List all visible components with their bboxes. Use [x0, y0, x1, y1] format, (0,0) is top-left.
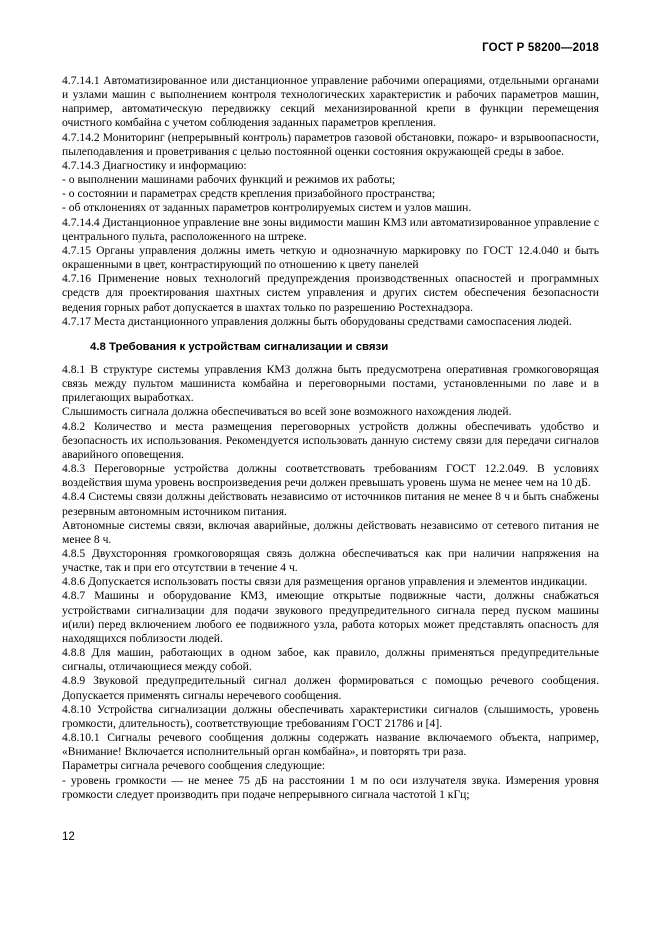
paragraph: 4.8.7 Машины и оборудование КМЗ, имеющие открытые подвижные части, должны снабжаться устройствами сигнализации для подачи звукового предупредительного сигнала перед пуском машины и(или) перед включением любого ее подвижного узла, работа которых может представлять опасность для находящихся поблизости людей. [62, 589, 599, 645]
document-body [62, 74, 599, 802]
page-number: 12 [62, 831, 75, 843]
paragraph: 4.7.15 Органы управления должны иметь четкую и однозначную маркировку по ГОСТ 12.4.040 и быть окрашенными в цвет, контрастирующий по отношению к цвету панелей [62, 243, 599, 272]
paragraph: 4.8.1 В структуре системы управления КМЗ должна быть предусмотрена оперативная громкоговорящая связь между пультом машиниста комбайна и переговорными постами, установленными по лаве и в прилегающих выработках. [62, 362, 599, 405]
page-header: ГОСТ Р 58200—2018 [482, 42, 599, 54]
paragraph: Автономные системы связи, включая аварийные, должны действовать независимо от сетевого питания не менее 8 ч. [62, 518, 599, 546]
paragraph: Параметры сигнала речевого сообщения следующие: [62, 759, 326, 773]
paragraph: 4.7.14.3 Диагностику и информацию: [62, 158, 247, 172]
paragraph: 4.7.17 Места дистанционного управления должны быть оборудованы средствами самоспасения людей. [62, 314, 572, 328]
paragraph: 4.8.9 Звуковой предупредительный сигнал должен формироваться с помощью речевого сообщения. Допускается применять сигналы неречевого сообщения. [62, 674, 599, 702]
paragraph: 4.7.14.2 Мониторинг (непрерывный контроль) параметров газовой обстановки, пожаро- и взрывоопасности, пылеподавления и проветривания с целью постоянной оценки состояния окружающей среды в забое. [62, 130, 599, 158]
paragraph: 4.8.4 Системы связи должны действовать независимо от источников питания не менее 8 ч и быть снабжены резервным автономным источником питания. [62, 490, 599, 518]
paragraph: 4.8.6 Допускается использовать посты связи для размещения органов управления и элементов индикации. [62, 575, 588, 589]
paragraph: 4.7.14.4 Дистанционное управление вне зоны видимости машин КМЗ или автоматизированное управление с центрального пульта, расположенного на штреке. [62, 215, 599, 243]
paragraph: 4.8.5 Двухсторонняя громкоговорящая связь должна обеспечиваться как при наличии напряжения на участке, так и при его отсутствии в течение 4 ч. [62, 547, 599, 575]
paragraph: 4.8.10.1 Сигналы речевого сообщения должны содержать название включаемого объекта, например, «Внимание! Включается исполнительный орган комбайна», и повторять три раза. [62, 731, 599, 759]
paragraph: - о состоянии и параметрах средств крепления призабойного пространства; [62, 187, 436, 201]
paragraph: 4.8.2 Количество и места размещения переговорных устройств должны обеспечивать удобство и безопасность их использования. Рекомендуется использовать данную систему связи для передачи сигналов аварийного оповещения. [62, 419, 599, 461]
paragraph: 4.8.8 Для машин, работающих в одном забое, как правило, должны применяться предупредительные сигналы, отличающиеся между собой. [62, 646, 599, 674]
paragraph: 4.8.10 Устройства сигнализации должны обеспечивать характеристики сигналов (слышимость, уровень громкости, длительность), соответствующие требованиям ГОСТ 21786 и [4]. [62, 702, 599, 730]
paragraph: 4.7.14.1 Автоматизированное или дистанционное управление рабочими операциями, отдельными органами и узлами машин с выполнением контроля технологических характеристик и рабочих параметров машин, например, автоматическую передвижку секций механизированной крепи в функции перемещения очистного комбайна с учетом соблюдения заданных параметров крепления. [62, 74, 599, 130]
paragraph: 4.7.16 Применение новых технологий предупреждения производственных опасностей и программных средств для проектирования шахтных систем управления и других систем обеспечения безопасности ведения горных работ допускается в шахтах только по разрешению Ростехнадзора. [62, 272, 599, 314]
paragraph: Слышимость сигнала должна обеспечиваться во всей зоне возможного нахождения людей. [62, 405, 512, 419]
paragraph: - об отклонениях от заданных параметров контролируемых систем и узлов машин. [62, 201, 472, 215]
section-heading: 4.8 Требования к устройствам сигнализации и связи [90, 340, 389, 353]
paragraph: - о выполнении машинами рабочих функций и режимов их работы; [62, 173, 396, 187]
paragraph: 4.8.3 Переговорные устройства должны соответствовать требованиям ГОСТ 12.2.049. В условиях воздействия шума уровень воспроизведения речи должен превышать уровень шума не менее чем на 10 дБ. [62, 462, 599, 490]
paragraph: - уровень громкости — не менее 75 дБ на расстоянии 1 м по оси излучателя звука. Измерения уровня громкости следует производить при подаче непрерывного сигнала частотой 1 кГц; [62, 773, 599, 801]
